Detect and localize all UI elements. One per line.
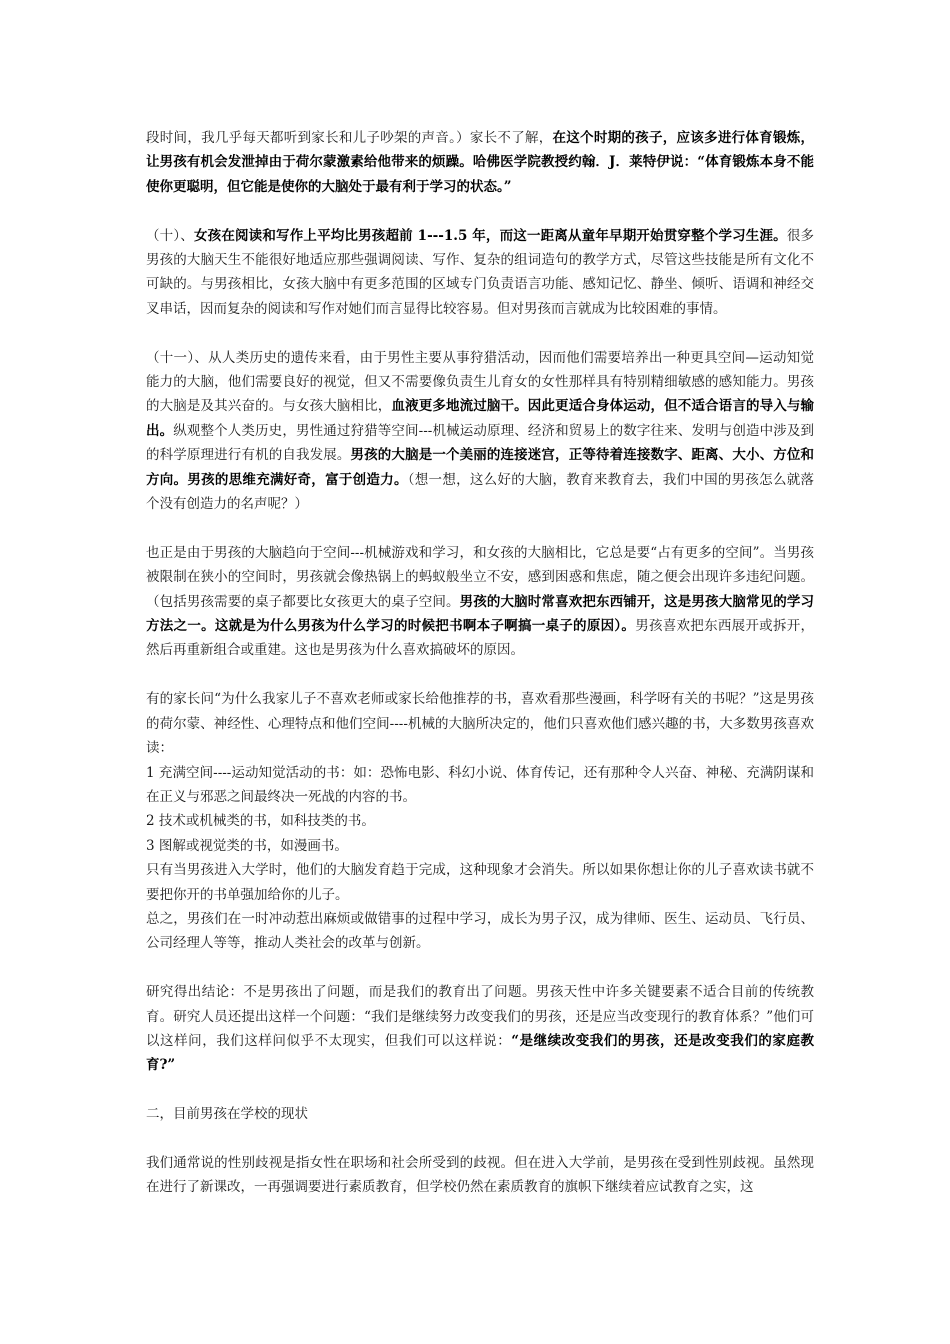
paragraph-text: 也正是由于男孩的大脑趋向于空间---机械游戏和学习，和女孩的大脑相比，它总是要“占有更多的空间”。当男孩被限制在狭小的空间时，男孩就会像热锅上的蚂蚁般坐立不安，感到困惑和焦虑，随之便会出现许多违纪问题。（包括男孩需要的桌子都要比女孩更大的桌子空间。 xyxy=(146,544,814,610)
paragraph-bold-text: 女孩在阅读和写作上平均比男孩超前 1---1.5 年，而这一距离从童年早期开始贯穿整个学习生涯。 xyxy=(193,227,787,244)
paragraph-reading-preferences xyxy=(146,687,814,955)
paragraph-text: 研究得出结论：不是男孩出了问题，而是我们的教育出了问题。男孩天性中许多关键要素不适合目前的传统教育。研究人员还提出这样一个问题：“我们是继续努力改变我们的男孩，还是应当改变现行的教育体系？”他们可以这样问，我们这样问似乎不太现实，但我们可以这样说： xyxy=(146,984,814,1049)
paragraph-exercise xyxy=(146,126,814,199)
paragraph-history-heritage xyxy=(146,346,814,517)
text-line: 总之，男孩们在一时冲动惹出麻烦或做错事的过程中学习，成长为男子汉，成为律师、医生、运动员、飞行员、公司经理人等等，推动人类社会的改革与创新。 xyxy=(146,910,814,952)
paragraph-text: （十一）、从人类历史的遗传来看，由于男性主要从事狩猎活动，因而他们需要培养出一种更具空间—运动知觉能力的大脑，他们需要良好的视觉，但又不需要像负责生儿育女的女性那样具有特别精细敏感的感知能力。男孩的大脑是及其兴奋的。与女孩大脑相比， xyxy=(146,349,814,415)
section-heading: 二，目前男孩在学校的现状 xyxy=(146,1106,308,1123)
list-item: 2 技术或机械类的书，如科技类的书。 xyxy=(146,813,375,830)
paragraph-conclusion xyxy=(146,980,814,1078)
paragraph-bold-text: “是继续改变我们的男孩，还是改变我们的家庭教育?” xyxy=(146,1032,815,1074)
list-item: 1 充满空间----运动知觉活动的书：如：恐怖电影、科幻小说、体育传记，还有那种令人兴奋、神秘、充满阴谋和在正义与邪恶之间最终决一死战的内容的书。 xyxy=(146,764,814,805)
paragraph-bold-text: 在这个时期的孩子，应该多进行体育锻炼，让男孩有机会发泄掉由于荷尔蒙激素给他带来的烦躁。哈佛医学院教授约翰．J．莱特伊说：“体育锻炼本身不能使你更聪明，但它能是使你的大脑处于最有利于学习的状态。” xyxy=(146,130,814,195)
paragraph-text: 男孩喜欢把东西展开或拆开，然后再重新组合或重建。这也是男孩为什么喜欢搞破坏的原因。 xyxy=(146,618,814,659)
paragraph-text: 段时间，我几乎每天都听到家长和儿子吵架的声音。）家长不了解， xyxy=(146,130,553,146)
paragraph-bold-text: 血液更多地流过脑干。因此更适合身体运动，但不适合语言的导入与输出。 xyxy=(146,398,814,439)
paragraph-reading-writing xyxy=(146,224,814,322)
text-line: 只有当男孩进入大学时，他们的大脑发育趋于完成，这种现象才会消失。所以如果你想让你的儿子喜欢读书就不要把你开的书单强加给你的儿子。 xyxy=(146,862,814,903)
paragraph-gender-discrimination: 我们通常说的性别歧视是指女性在职场和社会所受到的歧视。但在进入大学前，是男孩在受到性别歧视。虽然现在进行了新课改，一再强调要进行素质教育，但学校仍然在素质教育的旗帜下继续着应试教育之实，这 xyxy=(146,1154,814,1196)
paragraph-text: （想一想，这么好的大脑，教育来教育去，我们中国的男孩怎么就落个没有创造力的名声呢？） xyxy=(146,471,815,513)
paragraph-text: （十）、 xyxy=(146,227,194,244)
document-page xyxy=(146,126,814,1224)
list-item: 3 图解或视觉类的书，如漫画书。 xyxy=(146,837,348,854)
paragraph-text: 很多男孩的大脑天生不能很好地适应那些强调阅读、写作、复杂的组词造句的教学方式，尽管这些技能是所有文化不可缺的。与男孩相比，女孩大脑中有更多范围的区域专门负责语言功能、感知记忆、静坐、倾听、语调和神经交叉串话，因而复杂的阅读和写作对她们而言显得比较容易。但对男孩而言就成为比较困难的事情。 xyxy=(146,227,815,317)
paragraph-bold-text: 男孩的大脑是一个美丽的连接迷宫，正等待着连接数字、距离、大小、方位和方向。男孩的思维充满好奇，富于创造力。 xyxy=(146,447,814,488)
text-line: 有的家长问“为什么我家儿子不喜欢老师或家长给他推荐的书，喜欢看那些漫画，科学呀有关的书呢？”这是男孩的荷尔蒙、神经性、心理特点和他们空间----机械的大脑所决定的，他们只喜欢他们感兴趣的书，大多数男孩喜欢读： xyxy=(146,691,814,757)
paragraph-text: 纵观整个人类历史，男性通过狩猎等空间---机械运动原理、经济和贸易上的数字往来、发明与创造中涉及到的科学原理进行有机的自我发展。 xyxy=(146,422,814,464)
paragraph-space xyxy=(146,541,814,663)
paragraph-bold-text: 男孩的大脑时常喜欢把东西铺开，这是男孩大脑常见的学习方法之一。这就是为什么男孩为什么学习的时候把书啊本子啊搞一桌子的原因）。 xyxy=(146,593,815,635)
